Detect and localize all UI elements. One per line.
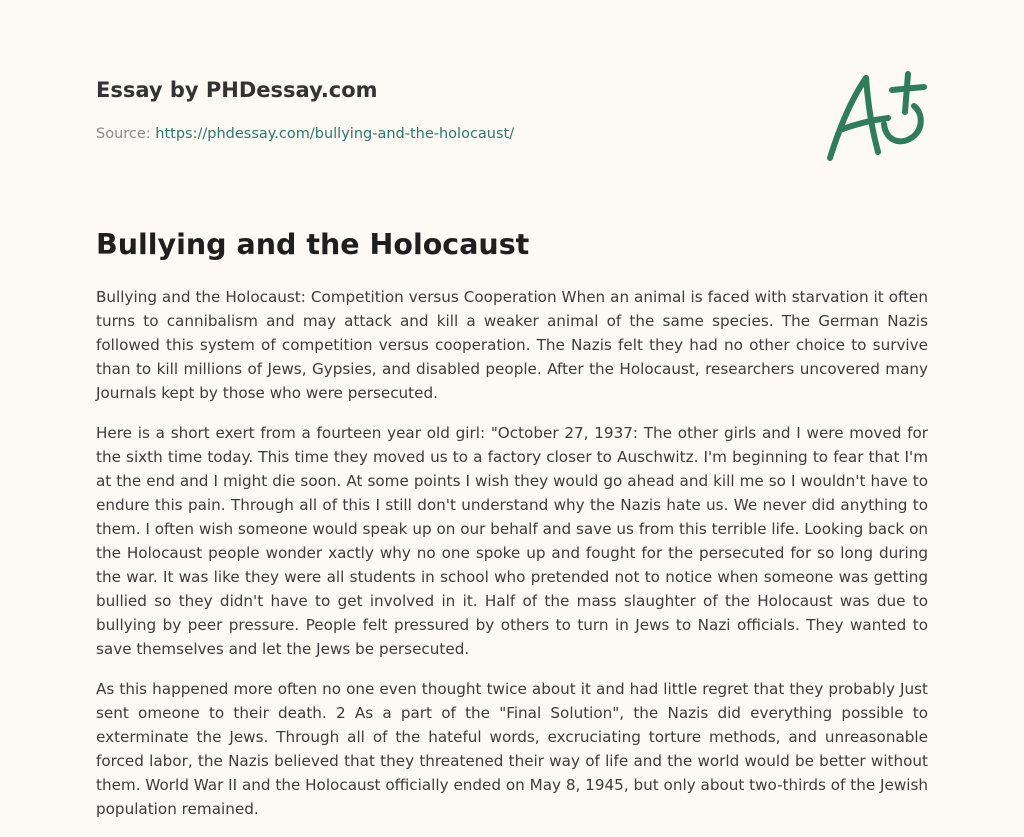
site-title: Essay by PHDessay.com	[96, 78, 378, 102]
source-line	[96, 124, 696, 144]
essay-paragraph: Here is a short exert from a fourteen year old girl: "October 27, 1937: The other girls and I were moved for the sixth time today. This time they moved us to a factory closer to Auschwitz. I'm beginning to fear that I'm at the end and I might die soon. At some points I wish they would go ahead and kill me so I wouldn't have to endure this pain. Through all of this I still don't understand why the Nazis hate us. We never did anything to them. I often wish someone would speak up on our behalf and save us from this terrible life. Looking back on the Holocaust people wonder xactly why no one spoke up and fought for the persecuted for so long during the war. It was like they were all students in school who pretended not to notice when someone was getting bullied so they didn't have to get involved in it. Half of the mass slaughter of the Holocaust was due to bullying by peer pressure. People felt pressured by others to turn in Jews to Nazi officials. They wanted to save themselves and let the Jews be persecuted.	[96, 424, 928, 658]
essay-paragraph: As this happened more often no one even thought twice about it and had little regret that they probably Just sent omeone to their death. 2 As a part of the "Final Solution", the Nazis did everything possible to exterminate the Jews. Through all of the hateful words, excruciating torture methods, and unreasonable forced labor, the Nazis believed that they threatened their way of life and the world would be better without them. World War II and the Holocaust officially ended on May 8, 1945, but only about two-thirds of the Jewish population remained.	[96, 680, 928, 818]
page-header	[96, 76, 696, 144]
a-plus-grade-icon	[822, 64, 932, 164]
source-link[interactable]: https://phdessay.com/bullying-and-the-holocaust/	[155, 126, 515, 142]
essay-title: Bullying and the Holocaust	[96, 228, 530, 261]
source-label: Source:	[96, 126, 156, 142]
essay-paragraph: Bullying and the Holocaust: Competition versus Cooperation When an animal is faced with starvation it often turns to cannibalism and may attack and kill a weaker animal of the same species. The German Nazis followed this system of competition versus cooperation. The Nazis felt they had no other choice to survive than to kill millions of Jews, Gypsies, and disabled people. After the Holocaust, researchers uncovered many Journals kept by those who were persecuted.	[96, 288, 928, 402]
essay-body	[96, 285, 928, 837]
